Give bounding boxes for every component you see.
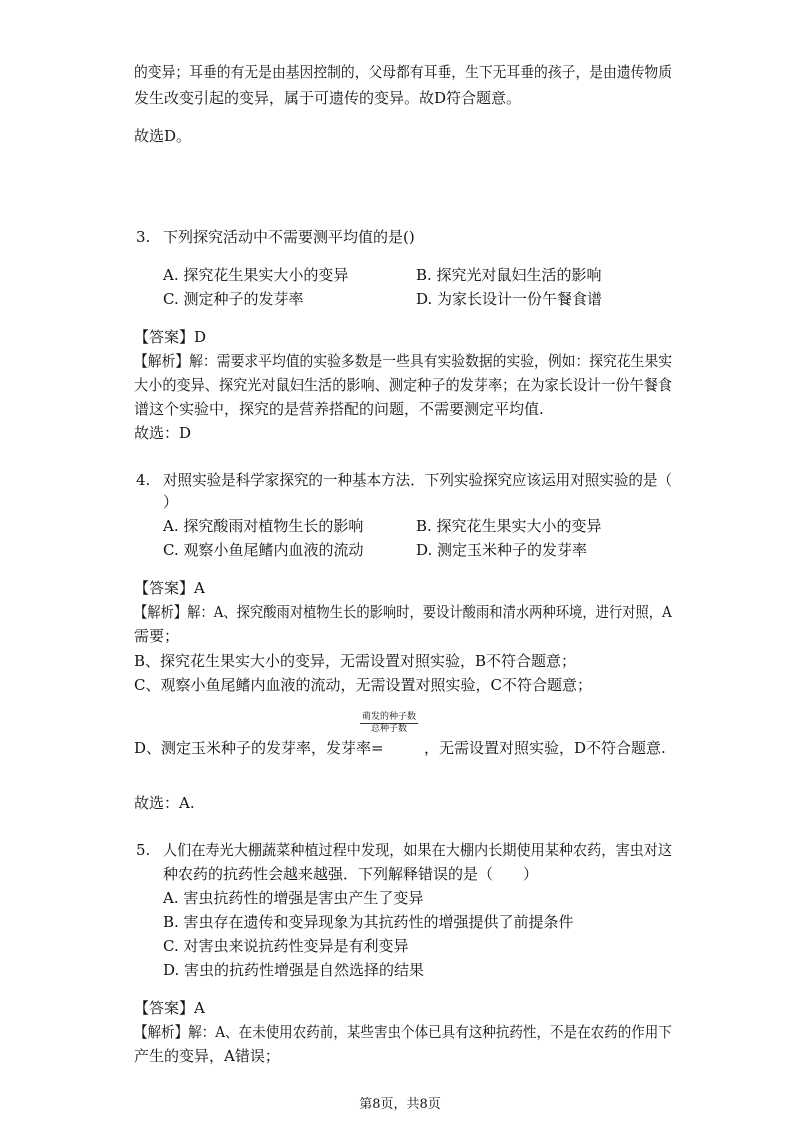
- page-footer: 第8页，共8页: [359, 1097, 441, 1112]
- q5-option-a: A. 害虫抗药性的增强是害虫产生了变异: [163, 889, 424, 907]
- prev-analysis-line-1: 的变异；耳垂的有无是由基因控制的，父母都有耳垂，生下无耳垂的孩子，是由遗传物质: [134, 63, 673, 81]
- q5-option-d: D. 害虫的抗药性增强是自然选择的结果: [163, 961, 425, 979]
- germination-rate-fraction: [360, 712, 418, 735]
- q4-analysis-d-prefix: D、测定玉米种子的发芽率，发芽率=: [134, 739, 384, 757]
- q3-number: 3.: [136, 228, 151, 246]
- q4-stem-line-1: 对照实验是科学家探究的一种基本方法．下列实验探究应该运用对照实验的是（: [163, 471, 673, 489]
- q5-option-c: C. 对害虫来说抗药性变异是有利变异: [163, 937, 409, 955]
- q3-option-b: B. 探究光对鼠妇生活的影响: [416, 266, 602, 284]
- prev-analysis-line-2: 发生改变引起的变异，属于可遗传的变异。故D符合题意。: [134, 89, 522, 107]
- q4-option-b: B. 探究花生果实大小的变异: [416, 517, 602, 535]
- q4-analysis-line-4: C、观察小鱼尾鳍内血液的流动，无需设置对照实验，C不符合题意；: [134, 676, 592, 694]
- q5-option-b: B. 害虫存在遗传和变异现象为其抗药性的增强提供了前提条件: [163, 913, 574, 931]
- q3-option-d: D. 为家长设计一份午餐食谱: [416, 290, 603, 308]
- q4-stem-line-2: ）: [163, 493, 179, 511]
- q3-answer: 【答案】D: [134, 328, 207, 346]
- q4-conclusion: 故选：A.: [134, 794, 195, 812]
- q4-option-d: D. 测定玉米种子的发芽率: [416, 541, 588, 559]
- q3-option-a: A. 探究花生果实大小的变异: [163, 266, 349, 284]
- q4-answer: 【答案】A: [134, 579, 205, 597]
- q5-analysis-line-2: 产生的变异，A错误；: [134, 1047, 280, 1065]
- q4-option-c: C. 观察小鱼尾鳍内血液的流动: [163, 541, 364, 559]
- q4-analysis-d-suffix: ，无需设置对照实验，D不符合题意.: [424, 739, 666, 757]
- q5-answer: 【答案】A: [134, 999, 205, 1017]
- q3-analysis-line-3: 谱这个实验中，探究的是营养搭配的问题，不需要测定平均值.: [134, 400, 544, 418]
- q3-analysis-line-1: 【解析】解：需要求平均值的实验多数是一些具有实验数据的实验，例如：探究花生果实: [134, 352, 673, 370]
- q4-analysis-line-3: B、探究花生果实大小的变异，无需设置对照实验，B不符合题意；: [134, 652, 577, 670]
- fraction-denominator: 总种子数: [360, 723, 418, 735]
- q5-stem-line-2: 种农药的抗药性会越来越强．下列解释错误的是（ ）: [163, 865, 539, 883]
- q5-number: 5.: [136, 841, 151, 859]
- q5-analysis-line-1: 【解析】解：A、在未使用农药前，某些害虫个体已具有这种抗药性，不是在农药的作用下: [134, 1023, 672, 1041]
- prev-conclusion: 故选D。: [134, 127, 192, 145]
- q4-number: 4.: [136, 471, 151, 489]
- q4-option-a: A. 探究酸雨对植物生长的影响: [163, 517, 364, 535]
- q5-stem-line-1: 人们在寿光大棚蔬菜种植过程中发现，如果在大棚内长期使用某种农药，害虫对这: [163, 841, 673, 859]
- q4-analysis-line-2: 需要；: [134, 627, 180, 645]
- q3-analysis-line-2: 大小的变异、探究光对鼠妇生活的影响、测定种子的发芽率；在为家长设计一份午餐食: [134, 376, 673, 394]
- fraction-numerator: 萌发的种子数: [362, 712, 417, 722]
- q4-analysis-line-1: 【解析】解：A、探究酸雨对植物生长的影响时，要设计酸雨和清水两种环境，进行对照，A: [134, 603, 672, 621]
- q3-stem: 下列探究活动中不需要测平均值的是(): [163, 228, 415, 246]
- q3-conclusion: 故选：D: [134, 424, 192, 442]
- q3-option-c: C. 测定种子的发芽率: [163, 290, 304, 308]
